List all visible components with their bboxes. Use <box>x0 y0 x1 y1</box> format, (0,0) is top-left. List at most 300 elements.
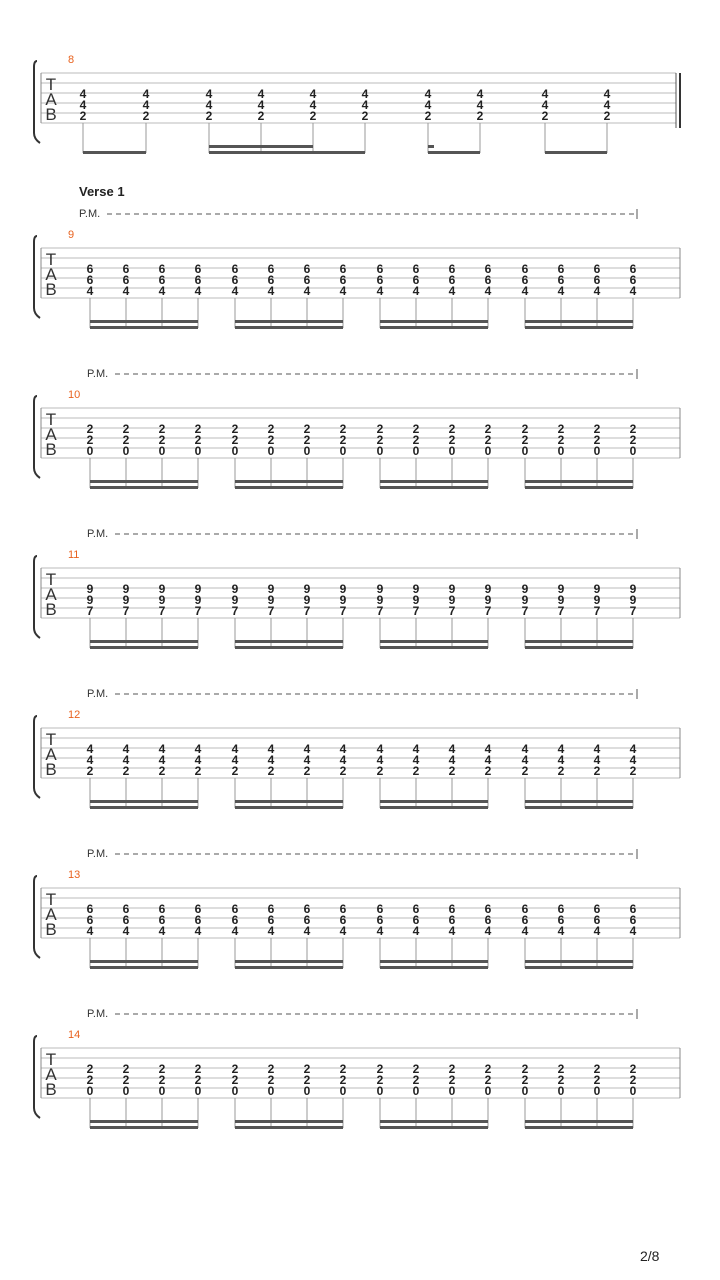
fret-number: 4 <box>448 742 456 756</box>
fret-number: 6 <box>303 913 311 927</box>
fret-number: 2 <box>629 1073 637 1087</box>
fret-number: 4 <box>424 87 432 101</box>
fret-number: 9 <box>231 582 239 596</box>
fret-number: 4 <box>593 284 601 298</box>
fret-number: 6 <box>194 913 202 927</box>
beam <box>428 151 480 154</box>
measure-number: 12 <box>68 709 81 721</box>
tab-clef-letter: T <box>45 75 57 94</box>
fret-number: 2 <box>86 1062 94 1076</box>
fret-number: 6 <box>521 273 529 287</box>
fret-number: 2 <box>476 109 484 123</box>
fret-number: 0 <box>267 444 275 458</box>
fret-number: 7 <box>448 604 456 618</box>
fret-number: 0 <box>448 1084 456 1098</box>
fret-number: 2 <box>376 422 384 436</box>
beam-secondary <box>235 480 343 483</box>
tab-clef-letter: B <box>45 1080 57 1099</box>
beam <box>235 806 343 809</box>
fret-number: 2 <box>158 1062 166 1076</box>
fret-number: 4 <box>484 753 492 767</box>
fret-number: 6 <box>448 913 456 927</box>
fret-number: 2 <box>231 764 239 778</box>
fret-number: 6 <box>339 913 347 927</box>
fret-number: 9 <box>629 582 637 596</box>
fret-number: 2 <box>484 1062 492 1076</box>
fret-number: 4 <box>158 284 166 298</box>
fret-number: 4 <box>629 284 637 298</box>
fret-number: 0 <box>339 1084 347 1098</box>
fret-number: 2 <box>309 109 317 123</box>
fret-number: 6 <box>412 273 420 287</box>
measure-number: 14 <box>68 1029 81 1041</box>
beam <box>525 486 633 489</box>
fret-number: 2 <box>158 764 166 778</box>
fret-number: 4 <box>541 98 549 112</box>
fret-number: 4 <box>309 98 317 112</box>
fret-number: 6 <box>122 273 130 287</box>
fret-number: 2 <box>122 1073 130 1087</box>
beam-secondary <box>380 640 488 643</box>
fret-number: 6 <box>122 913 130 927</box>
beam-secondary <box>90 960 198 963</box>
fret-number: 6 <box>484 913 492 927</box>
beam <box>90 1126 198 1129</box>
fret-number: 2 <box>194 1062 202 1076</box>
fret-number: 2 <box>158 422 166 436</box>
beam-secondary <box>90 800 198 803</box>
fret-number: 4 <box>267 924 275 938</box>
fret-number: 2 <box>267 433 275 447</box>
measure-number: 11 <box>68 549 80 561</box>
fret-number: 4 <box>412 284 420 298</box>
fret-number: 4 <box>194 742 202 756</box>
fret-number: 4 <box>521 284 529 298</box>
fret-number: 2 <box>557 1073 565 1087</box>
fret-number: 4 <box>158 924 166 938</box>
fret-number: 6 <box>448 262 456 276</box>
tab-system <box>34 528 680 649</box>
fret-number: 7 <box>158 604 166 618</box>
fret-number: 2 <box>194 1073 202 1087</box>
fret-number: 2 <box>557 422 565 436</box>
beam-secondary <box>235 960 343 963</box>
fret-number: 4 <box>142 98 150 112</box>
fret-number: 6 <box>629 913 637 927</box>
fret-number: 0 <box>303 444 311 458</box>
fret-number: 4 <box>122 753 130 767</box>
fret-number: 2 <box>412 433 420 447</box>
fret-number: 2 <box>448 422 456 436</box>
fret-number: 4 <box>339 924 347 938</box>
fret-number: 6 <box>267 262 275 276</box>
fret-number: 9 <box>448 593 456 607</box>
fret-number: 6 <box>412 902 420 916</box>
fret-number: 2 <box>424 109 432 123</box>
beam-secondary <box>380 320 488 323</box>
palm-mute-label: P.M. <box>79 208 101 220</box>
fret-number: 4 <box>593 742 601 756</box>
beam <box>235 966 343 969</box>
fret-number: 2 <box>629 433 637 447</box>
fret-number: 9 <box>376 593 384 607</box>
fret-number: 2 <box>361 109 369 123</box>
beam <box>90 646 198 649</box>
tab-clef-letter: T <box>45 730 57 749</box>
fret-number: 4 <box>376 284 384 298</box>
fret-number: 6 <box>448 273 456 287</box>
fret-number: 2 <box>122 433 130 447</box>
beam-secondary <box>380 480 488 483</box>
beam <box>209 151 365 154</box>
tab-clef-letter: B <box>45 280 57 299</box>
tab-system <box>34 184 680 329</box>
staff-bracket <box>34 396 40 478</box>
fret-number: 4 <box>448 753 456 767</box>
fret-number: 2 <box>629 1062 637 1076</box>
fret-number: 0 <box>412 444 420 458</box>
fret-number: 4 <box>194 924 202 938</box>
fret-number: 4 <box>521 924 529 938</box>
fret-number: 4 <box>376 753 384 767</box>
fret-number: 6 <box>158 902 166 916</box>
palm-mute-label: P.M. <box>87 848 109 860</box>
fret-number: 4 <box>593 753 601 767</box>
fret-number: 4 <box>79 87 87 101</box>
fret-number: 2 <box>376 433 384 447</box>
fret-number: 4 <box>339 742 347 756</box>
fret-number: 6 <box>557 273 565 287</box>
fret-number: 4 <box>629 924 637 938</box>
fret-number: 4 <box>267 742 275 756</box>
fret-number: 0 <box>593 444 601 458</box>
fret-number: 9 <box>521 593 529 607</box>
fret-number: 4 <box>122 742 130 756</box>
fret-number: 6 <box>158 273 166 287</box>
fret-number: 2 <box>484 422 492 436</box>
beam <box>90 326 198 329</box>
beam <box>525 1126 633 1129</box>
fret-number: 2 <box>593 422 601 436</box>
fret-number: 4 <box>303 742 311 756</box>
fret-number: 6 <box>231 262 239 276</box>
fret-number: 6 <box>629 902 637 916</box>
fret-number: 4 <box>194 753 202 767</box>
fret-number: 2 <box>412 1073 420 1087</box>
fret-number: 6 <box>484 273 492 287</box>
beam <box>83 151 146 154</box>
fret-number: 9 <box>629 593 637 607</box>
fret-number: 9 <box>593 593 601 607</box>
palm-mute-label: P.M. <box>87 528 109 540</box>
fret-number: 6 <box>194 262 202 276</box>
fret-number: 6 <box>231 273 239 287</box>
tab-clef-letter: T <box>45 1050 57 1069</box>
fret-number: 2 <box>448 1062 456 1076</box>
fret-number: 0 <box>629 444 637 458</box>
tab-clef-letter: A <box>45 745 57 764</box>
fret-number: 2 <box>629 764 637 778</box>
fret-number: 9 <box>231 593 239 607</box>
fret-number: 4 <box>267 753 275 767</box>
fret-number: 7 <box>376 604 384 618</box>
beam <box>545 151 607 154</box>
tab-clef-letter: B <box>45 105 57 124</box>
fret-number: 6 <box>412 913 420 927</box>
page-number: 2/8 <box>640 1248 660 1264</box>
fret-number: 4 <box>376 924 384 938</box>
fret-number: 2 <box>521 764 529 778</box>
palm-mute-label: P.M. <box>87 368 109 380</box>
fret-number: 2 <box>339 764 347 778</box>
fret-number: 4 <box>79 98 87 112</box>
fret-number: 0 <box>158 444 166 458</box>
fret-number: 2 <box>194 764 202 778</box>
fret-number: 7 <box>593 604 601 618</box>
fret-number: 2 <box>303 422 311 436</box>
fret-number: 2 <box>158 433 166 447</box>
fret-number: 0 <box>484 1084 492 1098</box>
tab-clef-letter: T <box>45 250 57 269</box>
fret-number: 9 <box>557 582 565 596</box>
fret-number: 4 <box>231 924 239 938</box>
fret-number: 4 <box>257 87 265 101</box>
tab-clef-letter: B <box>45 760 57 779</box>
tab-clef-letter: A <box>45 1065 57 1084</box>
fret-number: 2 <box>86 764 94 778</box>
fret-number: 2 <box>629 422 637 436</box>
fret-number: 6 <box>231 913 239 927</box>
tab-clef-letter: T <box>45 570 57 589</box>
fret-number: 6 <box>122 262 130 276</box>
fret-number: 4 <box>448 924 456 938</box>
beam <box>90 806 198 809</box>
fret-number: 4 <box>412 742 420 756</box>
fret-number: 6 <box>557 902 565 916</box>
fret-number: 4 <box>142 87 150 101</box>
fret-number: 9 <box>158 582 166 596</box>
fret-number: 2 <box>86 1073 94 1087</box>
fret-number: 4 <box>629 742 637 756</box>
fret-number: 4 <box>361 98 369 112</box>
fret-number: 2 <box>267 1062 275 1076</box>
fret-number: 7 <box>412 604 420 618</box>
fret-number: 9 <box>303 582 311 596</box>
beam-secondary <box>525 960 633 963</box>
fret-number: 6 <box>303 902 311 916</box>
tab-clef-letter: B <box>45 600 57 619</box>
fret-number: 6 <box>593 902 601 916</box>
fret-number: 4 <box>557 284 565 298</box>
fret-number: 4 <box>231 753 239 767</box>
fret-number: 9 <box>593 582 601 596</box>
fret-number: 6 <box>557 262 565 276</box>
fret-number: 4 <box>412 753 420 767</box>
fret-number: 4 <box>629 753 637 767</box>
fret-number: 9 <box>484 593 492 607</box>
fret-number: 6 <box>484 902 492 916</box>
measure-number: 8 <box>68 54 75 66</box>
fret-number: 6 <box>521 913 529 927</box>
fret-number: 4 <box>303 284 311 298</box>
beam-secondary <box>525 480 633 483</box>
fret-number: 6 <box>86 273 94 287</box>
fret-number: 2 <box>484 1073 492 1087</box>
fret-number: 0 <box>376 444 384 458</box>
fret-number: 4 <box>484 924 492 938</box>
fret-number: 2 <box>521 1062 529 1076</box>
fret-number: 2 <box>541 109 549 123</box>
fret-number: 6 <box>86 913 94 927</box>
beam <box>235 646 343 649</box>
tab-clef-letter: T <box>45 890 57 909</box>
fret-number: 2 <box>448 764 456 778</box>
fret-number: 4 <box>86 284 94 298</box>
fret-number: 2 <box>303 1062 311 1076</box>
fret-number: 4 <box>86 742 94 756</box>
fret-number: 9 <box>86 593 94 607</box>
fret-number: 9 <box>122 593 130 607</box>
fret-number: 2 <box>484 433 492 447</box>
beam <box>380 806 488 809</box>
fret-number: 0 <box>194 1084 202 1098</box>
beam-secondary <box>235 320 343 323</box>
fret-number: 4 <box>231 742 239 756</box>
tab-system <box>34 688 680 809</box>
fret-number: 2 <box>257 109 265 123</box>
fret-number: 6 <box>86 262 94 276</box>
fret-number: 2 <box>231 1062 239 1076</box>
beam-secondary <box>525 320 633 323</box>
fret-number: 0 <box>267 1084 275 1098</box>
fret-number: 2 <box>194 433 202 447</box>
fret-number: 6 <box>593 273 601 287</box>
fret-number: 0 <box>86 444 94 458</box>
fret-number: 4 <box>541 87 549 101</box>
fret-number: 2 <box>376 1073 384 1087</box>
fret-number: 9 <box>521 582 529 596</box>
fret-number: 4 <box>603 87 611 101</box>
tab-system <box>34 1008 680 1129</box>
fret-number: 2 <box>231 422 239 436</box>
fret-number: 7 <box>122 604 130 618</box>
fret-number: 0 <box>629 1084 637 1098</box>
fret-number: 4 <box>484 742 492 756</box>
fret-number: 9 <box>557 593 565 607</box>
fret-number: 9 <box>412 593 420 607</box>
fret-number: 6 <box>629 262 637 276</box>
fret-number: 7 <box>303 604 311 618</box>
palm-mute-label: P.M. <box>87 688 109 700</box>
fret-number: 2 <box>122 422 130 436</box>
fret-number: 4 <box>557 924 565 938</box>
fret-number: 2 <box>142 109 150 123</box>
fret-number: 6 <box>231 902 239 916</box>
tab-clef-letter: B <box>45 920 57 939</box>
fret-number: 2 <box>557 433 565 447</box>
fret-number: 2 <box>521 422 529 436</box>
fret-number: 6 <box>339 273 347 287</box>
beam <box>380 646 488 649</box>
fret-number: 2 <box>412 422 420 436</box>
fret-number: 6 <box>448 902 456 916</box>
fret-number: 9 <box>412 582 420 596</box>
fret-number: 2 <box>521 1073 529 1087</box>
beam-secondary <box>380 960 488 963</box>
fret-number: 6 <box>158 262 166 276</box>
fret-number: 2 <box>122 764 130 778</box>
fret-number: 2 <box>86 433 94 447</box>
fret-number: 9 <box>376 582 384 596</box>
beam-secondary <box>90 480 198 483</box>
fret-number: 4 <box>593 924 601 938</box>
fret-number: 6 <box>521 902 529 916</box>
fret-number: 0 <box>122 1084 130 1098</box>
beam <box>525 806 633 809</box>
fret-number: 2 <box>593 764 601 778</box>
fret-number: 4 <box>412 924 420 938</box>
fret-number: 6 <box>194 902 202 916</box>
beam <box>525 326 633 329</box>
fret-number: 9 <box>484 582 492 596</box>
fret-number: 6 <box>484 262 492 276</box>
fret-number: 7 <box>86 604 94 618</box>
fret-number: 2 <box>412 764 420 778</box>
fret-number: 9 <box>267 582 275 596</box>
fret-number: 6 <box>267 902 275 916</box>
fret-number: 2 <box>205 109 213 123</box>
fret-number: 4 <box>603 98 611 112</box>
beam-secondary <box>380 1120 488 1123</box>
fret-number: 2 <box>267 422 275 436</box>
fret-number: 2 <box>194 422 202 436</box>
fret-number: 2 <box>267 764 275 778</box>
fret-number: 0 <box>231 444 239 458</box>
measure-number: 13 <box>68 869 81 881</box>
fret-number: 2 <box>339 1073 347 1087</box>
fret-number: 2 <box>376 1062 384 1076</box>
fret-number: 2 <box>267 1073 275 1087</box>
measure-number: 9 <box>68 229 75 241</box>
beam <box>235 1126 343 1129</box>
beam-secondary <box>90 640 198 643</box>
beam <box>525 646 633 649</box>
fret-number: 2 <box>484 764 492 778</box>
fret-number: 2 <box>86 422 94 436</box>
beam <box>380 1126 488 1129</box>
beam <box>380 486 488 489</box>
fret-number: 2 <box>231 1073 239 1087</box>
beam-secondary <box>525 800 633 803</box>
fret-number: 4 <box>158 753 166 767</box>
fret-number: 6 <box>267 273 275 287</box>
beam-secondary <box>525 640 633 643</box>
fret-number: 6 <box>593 262 601 276</box>
fret-number: 4 <box>231 284 239 298</box>
fret-number: 4 <box>521 753 529 767</box>
fret-number: 0 <box>194 444 202 458</box>
fret-number: 0 <box>122 444 130 458</box>
fret-number: 6 <box>303 273 311 287</box>
fret-number: 9 <box>339 582 347 596</box>
fret-number: 2 <box>603 109 611 123</box>
fret-number: 6 <box>557 913 565 927</box>
beam-secondary <box>525 1120 633 1123</box>
fret-number: 6 <box>86 902 94 916</box>
fret-number: 7 <box>521 604 529 618</box>
beam <box>525 966 633 969</box>
fret-number: 0 <box>521 444 529 458</box>
